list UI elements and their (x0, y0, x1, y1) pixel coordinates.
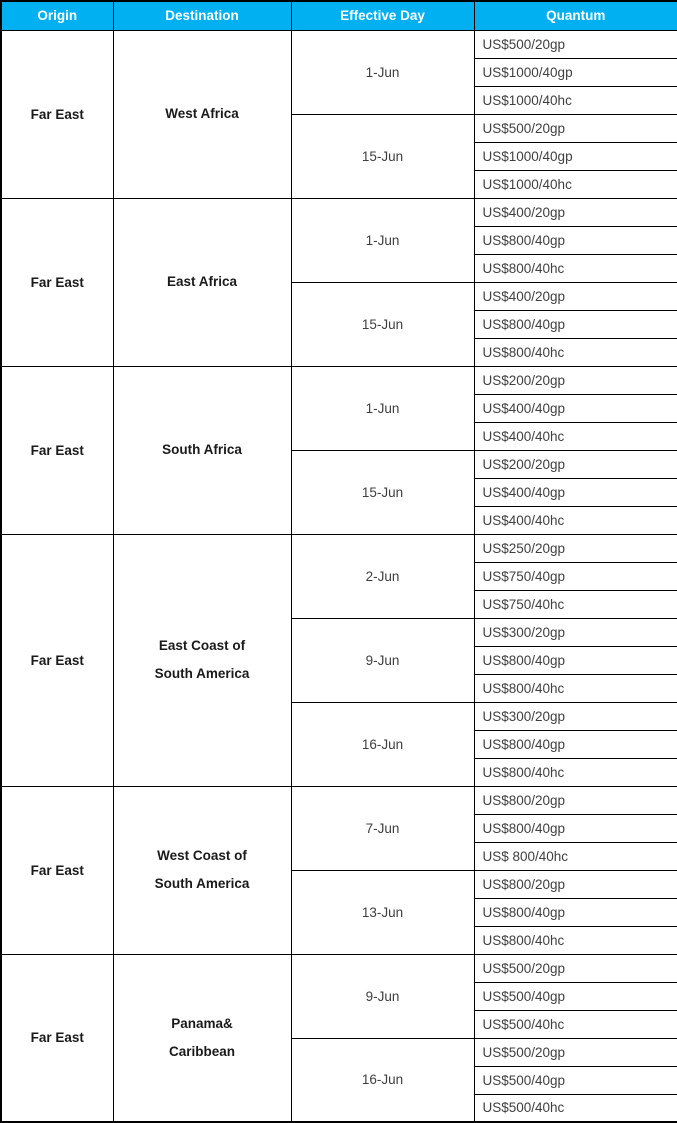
destination-cell (113, 786, 291, 954)
destination-line: West Africa (165, 106, 239, 121)
quantum-cell: US$300/20gp (474, 618, 677, 646)
quantum-cell: US$500/40hc (474, 1094, 677, 1122)
destination-line: East Africa (166, 274, 238, 289)
effective-day-cell: 16-Jun (291, 702, 474, 786)
quantum-cell: US$400/20gp (474, 282, 677, 310)
effective-day-cell: 1-Jun (291, 30, 474, 114)
quantum-cell: US$500/40hc (474, 1010, 677, 1038)
effective-day-cell: 13-Jun (291, 870, 474, 954)
effective-day-cell: 15-Jun (291, 450, 474, 534)
quantum-cell: US$800/40gp (474, 730, 677, 758)
quantum-cell: US$800/40hc (474, 674, 677, 702)
quantum-cell: US$200/20gp (474, 450, 677, 478)
destination-line: East Coast of (158, 638, 246, 653)
table-row (1, 198, 677, 226)
quantum-cell: US$800/40gp (474, 898, 677, 926)
table-row (1, 534, 677, 562)
quantum-cell: US$800/40gp (474, 646, 677, 674)
quantum-cell: US$1000/40hc (474, 170, 677, 198)
quantum-cell: US$500/20gp (474, 954, 677, 982)
header-row (1, 1, 677, 30)
quantum-cell: US$1000/40hc (474, 86, 677, 114)
quantum-cell: US$800/40gp (474, 814, 677, 842)
destination-line: South America (154, 876, 250, 891)
quantum-cell: US$750/40hc (474, 590, 677, 618)
quantum-cell: US$400/20gp (474, 198, 677, 226)
origin-cell: Far East (1, 786, 113, 954)
origin-cell: Far East (1, 366, 113, 534)
effective-day-cell: 15-Jun (291, 114, 474, 198)
quantum-cell: US$800/20gp (474, 786, 677, 814)
table-row (1, 30, 677, 58)
origin-cell: Far East (1, 534, 113, 786)
effective-day-cell: 15-Jun (291, 282, 474, 366)
quantum-cell: US$500/20gp (474, 114, 677, 142)
origin-cell: Far East (1, 954, 113, 1122)
quantum-cell: US$500/40gp (474, 1066, 677, 1094)
quantum-cell: US$200/20gp (474, 366, 677, 394)
quantum-cell: US$400/40hc (474, 506, 677, 534)
origin-cell: Far East (1, 30, 113, 198)
quantum-cell: US$1000/40gp (474, 142, 677, 170)
effective-day-cell: 2-Jun (291, 534, 474, 618)
destination-cell (113, 366, 291, 534)
header-cell-effective-day: Effective Day (291, 1, 474, 30)
destination-cell (113, 954, 291, 1122)
quantum-cell: US$800/40hc (474, 926, 677, 954)
effective-day-cell: 9-Jun (291, 618, 474, 702)
quantum-cell: US$800/40gp (474, 226, 677, 254)
destination-line: Caribbean (168, 1043, 236, 1059)
effective-day-cell: 7-Jun (291, 786, 474, 870)
effective-day-cell: 1-Jun (291, 366, 474, 450)
quantum-cell: US$750/40gp (474, 562, 677, 590)
table-row (1, 786, 677, 814)
quantum-cell: US$800/40hc (474, 254, 677, 282)
effective-day-cell: 9-Jun (291, 954, 474, 1038)
destination-line: South Africa (162, 442, 242, 457)
effective-day-cell: 1-Jun (291, 198, 474, 282)
quantum-cell: US$400/40gp (474, 394, 677, 422)
destination-cell (113, 198, 291, 366)
quantum-cell: US$400/40gp (474, 478, 677, 506)
quantum-cell: US$500/20gp (474, 1038, 677, 1066)
header-cell-origin: Origin (1, 1, 113, 30)
header-cell-quantum: Quantum (474, 1, 677, 30)
quantum-cell: US$400/40hc (474, 422, 677, 450)
quantum-cell: US$800/40gp (474, 310, 677, 338)
destination-line: South America (154, 666, 250, 681)
table-row (1, 954, 677, 982)
quantum-cell: US$300/20gp (474, 702, 677, 730)
destination-line: West Coast of (157, 848, 247, 863)
destination-cell (113, 30, 291, 198)
quantum-cell: US$500/40gp (474, 982, 677, 1010)
destination-cell (113, 534, 291, 786)
table-row (1, 366, 677, 394)
destination-line: Panama& (171, 1015, 233, 1031)
origin-cell: Far East (1, 198, 113, 366)
quantum-cell: US$1000/40gp (474, 58, 677, 86)
quantum-cell: US$800/40hc (474, 758, 677, 786)
quantum-cell: US$500/20gp (474, 30, 677, 58)
quantum-cell: US$ 800/40hc (474, 842, 677, 870)
table-body (1, 30, 677, 1122)
quantum-cell: US$800/40hc (474, 338, 677, 366)
effective-day-cell: 16-Jun (291, 1038, 474, 1122)
quantum-cell: US$250/20gp (474, 534, 677, 562)
header-cell-destination: Destination (113, 1, 291, 30)
quantum-cell: US$800/20gp (474, 870, 677, 898)
